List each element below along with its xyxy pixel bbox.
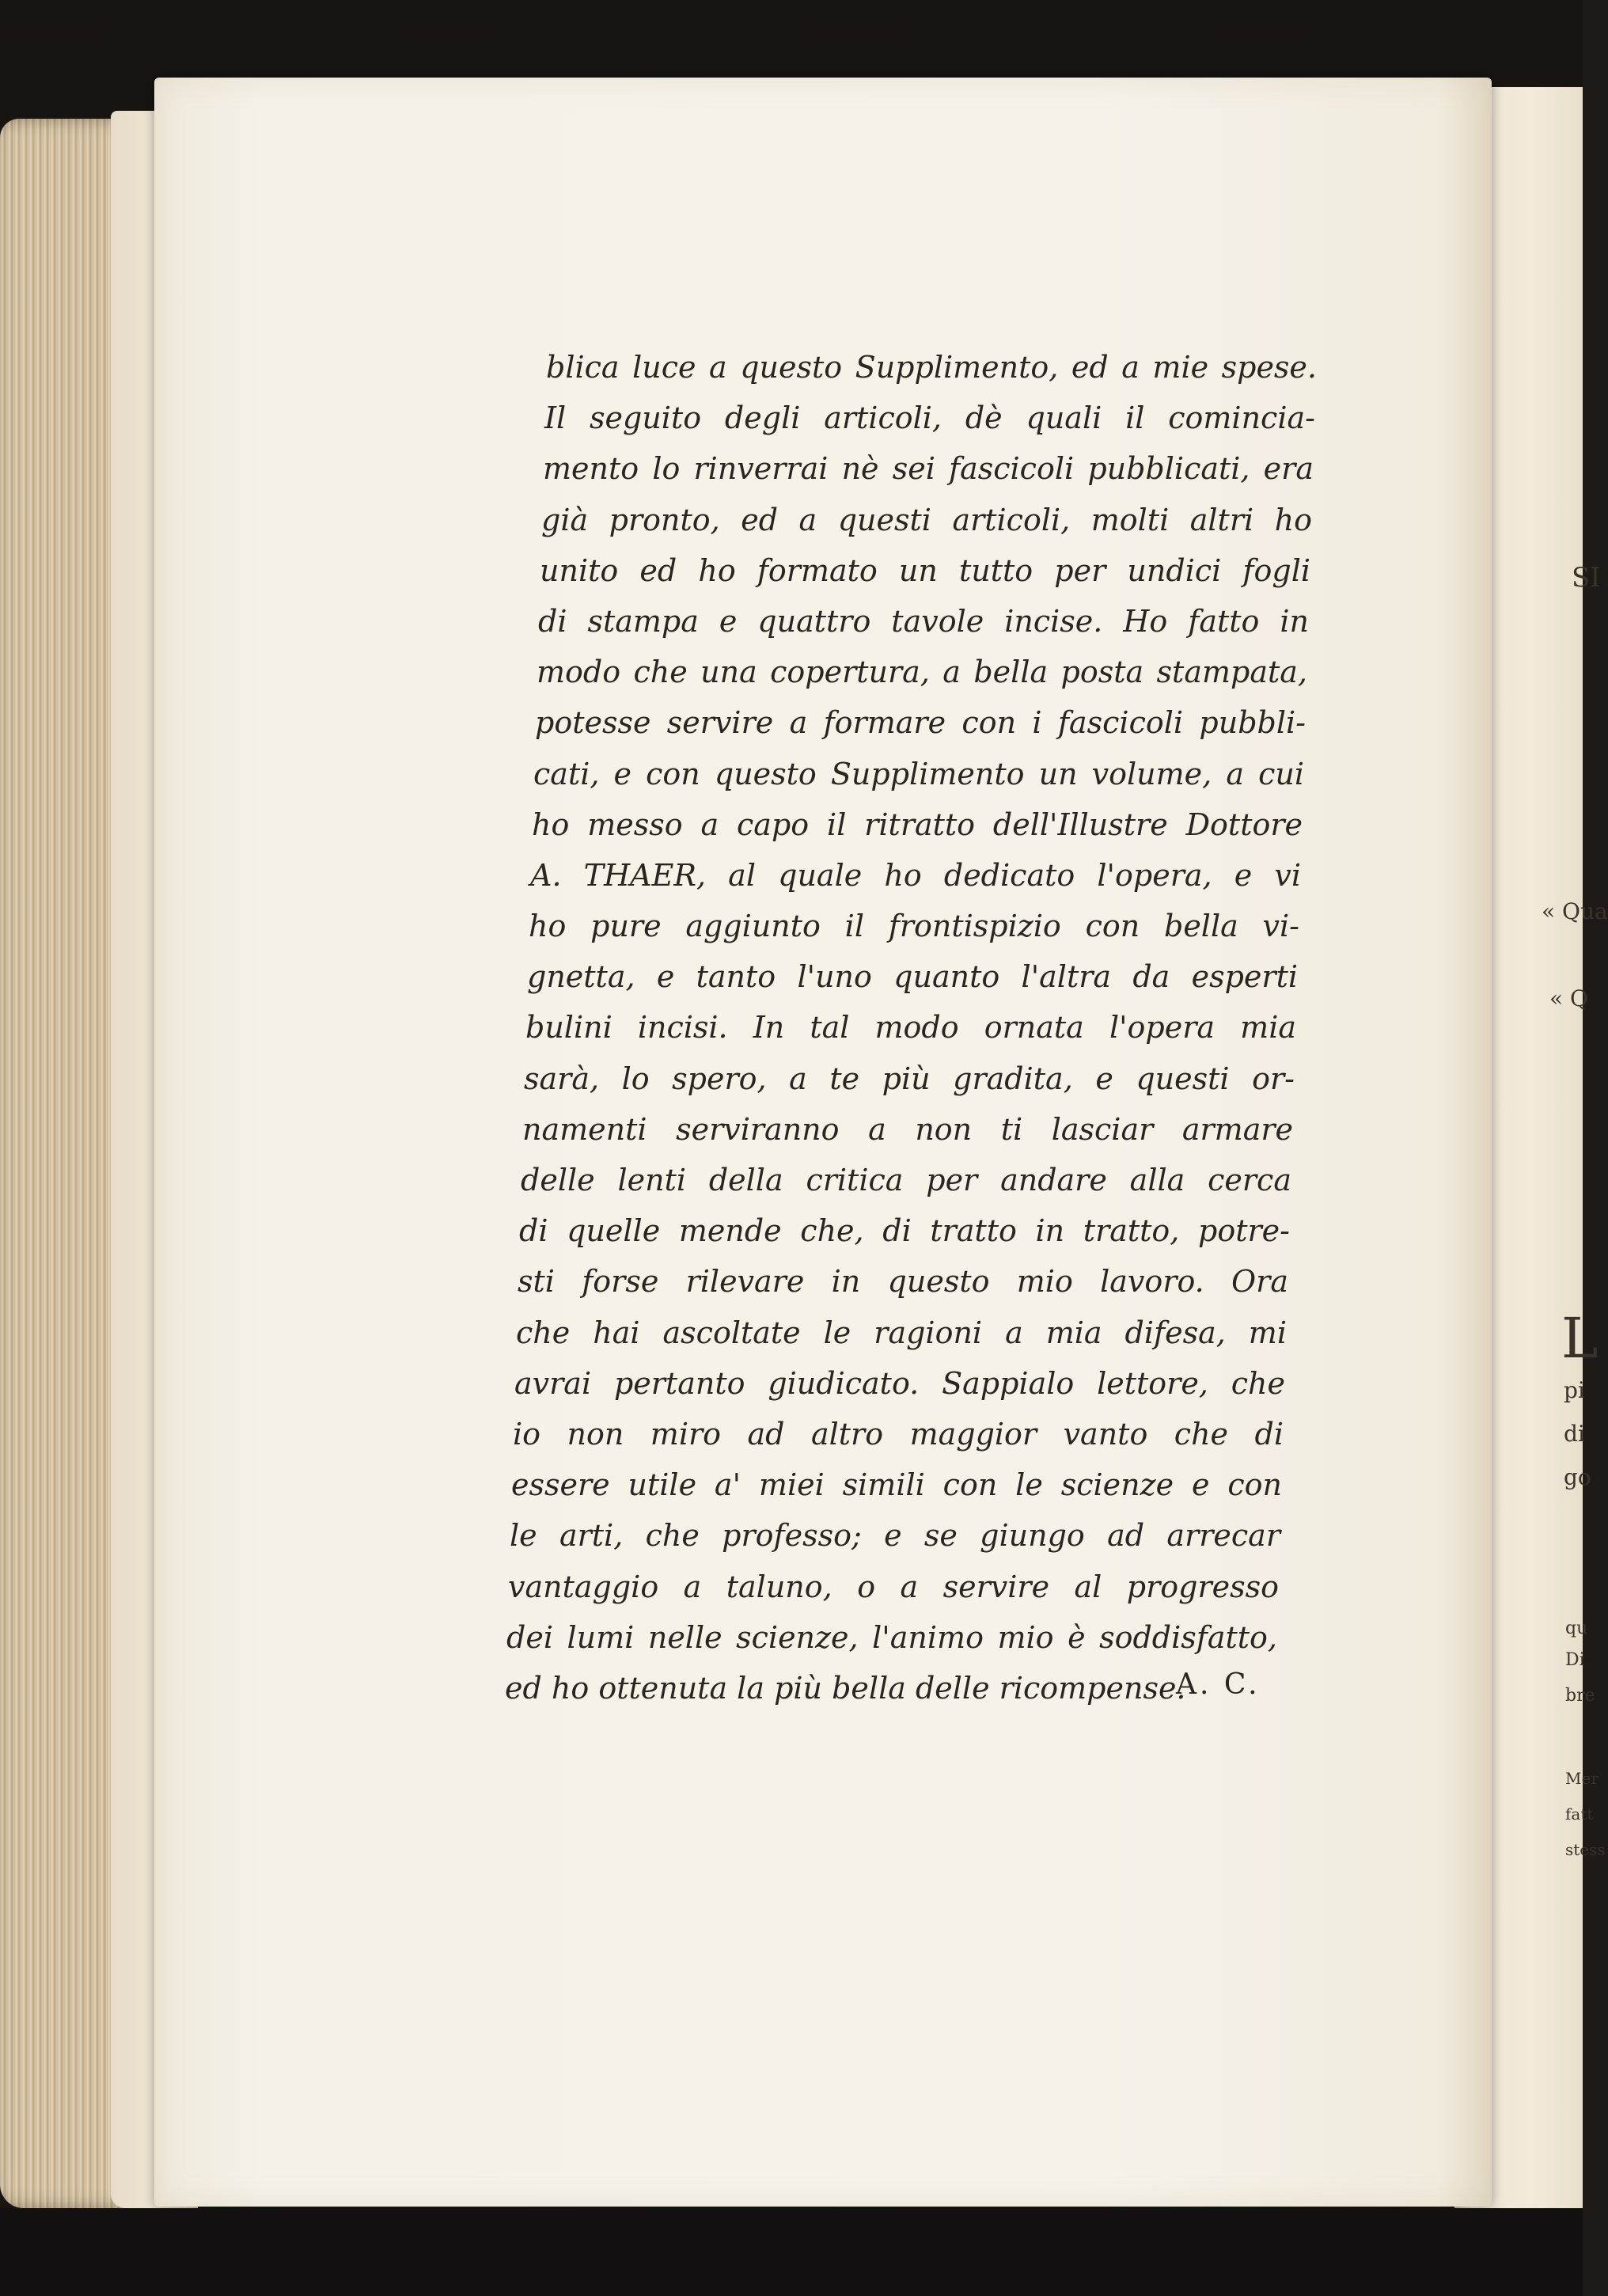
facing-page-fragment: SI	[1572, 562, 1601, 594]
text-line: io non miro ad altro maggior vanto che di	[513, 1416, 1284, 1452]
text-line: di quelle mende che, di tratto in tratto, potre-	[519, 1213, 1290, 1249]
facing-page-fragment: fatt	[1565, 1805, 1594, 1824]
text-line: avrai pertanto giudicato. Sappialo lettore, che	[514, 1365, 1285, 1401]
text-line: ho messo a capo il ritratto dell'Illustre Dottore	[532, 806, 1303, 842]
text-line: di stampa e quattro tavole incise. Ho fatto in	[538, 603, 1309, 639]
facing-page-fragment: L	[1561, 1306, 1599, 1371]
text-line: unito ed ho formato un tutto per undici fogli	[540, 552, 1310, 588]
text-line: che hai ascoltate le ragioni a mia difesa, mi	[516, 1315, 1287, 1350]
text-line: bulini incisi. In tal modo ornata l'opera mia	[525, 1010, 1296, 1046]
text-line: modo che una copertura, a bella posta stampata,	[537, 655, 1307, 690]
facing-page-fragment: Mer	[1565, 1769, 1599, 1788]
text-line: sti forse rilevare in questo mio lavoro. Ora	[518, 1264, 1288, 1300]
facing-page-fragment: go	[1564, 1464, 1591, 1490]
facing-page-fragment: qu	[1565, 1619, 1588, 1638]
signature-initials: A. C.	[1176, 1668, 1261, 1701]
text-line: dei lumi nelle scienze, l'animo mio è soddisfatto,	[506, 1619, 1277, 1655]
text-line: già pronto, ed a questi articoli, molti altri ho	[541, 502, 1312, 537]
text-line: gnetta, e tanto l'uno quanto l'altra da esperti	[527, 959, 1298, 995]
facing-page-fragment: stess	[1565, 1840, 1606, 1859]
text-line: ho pure aggiunto il frontispizio con bella vi-	[529, 909, 1299, 944]
text-line: blica luce a questo Supplimento, ed a mie spese.	[546, 350, 1317, 385]
text-line: essere utile a' miei simili con le scienze e con	[511, 1467, 1282, 1503]
text-line: sarà, lo spero, a te più gradita, e questi or-	[524, 1061, 1295, 1096]
facing-page-fragment: bre	[1565, 1686, 1595, 1706]
text-line: A. THAER, al quale ho dedicato l'opera, e vi	[530, 857, 1301, 893]
text-line: potesse servire a formare con i fascicoli pubbli-	[535, 705, 1306, 741]
facing-page-fragment: « Qua	[1542, 898, 1608, 924]
text-line: vantaggio a taluno, o a servire al progresso	[508, 1569, 1279, 1604]
text-line: Il seguito degli articoli, dè quali il comincia-	[544, 400, 1315, 436]
background-bottom	[0, 2208, 1583, 2296]
facing-page-fragment: di	[1564, 1421, 1585, 1447]
text-line: mento lo rinverrai nè sei fascicoli pubblicati, era	[543, 451, 1314, 487]
text-line: delle lenti della critica per andare alla cerca	[521, 1163, 1291, 1197]
facing-page-fragment: pi	[1564, 1377, 1585, 1403]
text-line: namenti serviranno a non ti lasciar armare	[522, 1111, 1293, 1147]
text-line: ed ho ottenuta la più bella delle ricompense.	[505, 1670, 1186, 1706]
facing-page-fragment: Di	[1565, 1650, 1585, 1670]
page-text-block	[505, 342, 1317, 1713]
text-line: le arti, che professo; e se giungo ad arrecar	[510, 1518, 1280, 1554]
facing-page-fragment: « Q	[1549, 985, 1588, 1011]
text-line: cati, e con questo Supplimento un volume, a cui	[533, 756, 1304, 791]
